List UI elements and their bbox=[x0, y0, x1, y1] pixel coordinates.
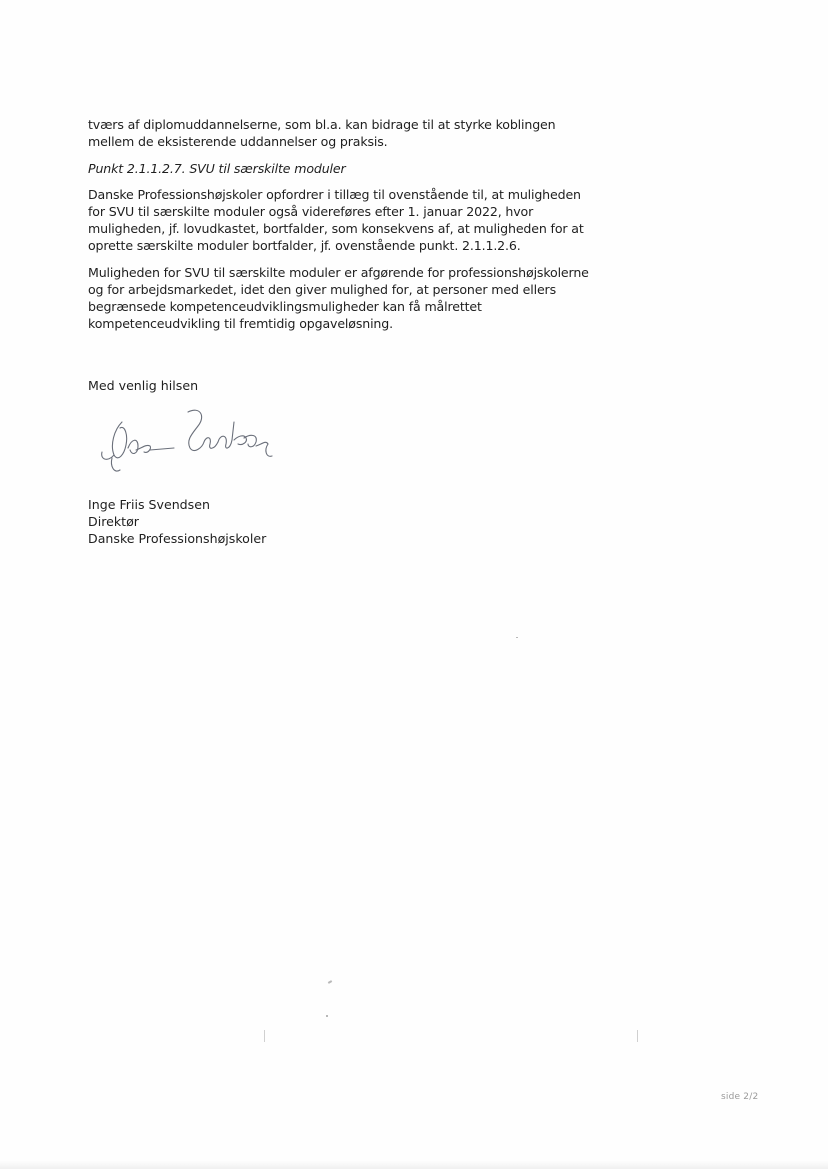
page-number: side 2/2 bbox=[721, 1092, 759, 1102]
scan-speck bbox=[328, 980, 332, 984]
scan-speck bbox=[637, 1030, 638, 1042]
text-line: Danske Professionshøjskoler opfordrer i tillæg til ovenstående til, at muligheden bbox=[88, 187, 581, 202]
closing-salutation: Med venlig hilsen bbox=[88, 378, 199, 393]
text-line: for SVU til særskilte moduler også videreføres efter 1. januar 2022, hvor bbox=[88, 204, 534, 219]
scan-speck bbox=[264, 1030, 265, 1042]
text-line: og for arbejdsmarkedet, idet den giver mulighed for, at personer med ellers bbox=[88, 282, 556, 297]
text-line: muligheden, jf. lovudkastet, bortfalder, som konsekvens af, at muligheden for at bbox=[88, 221, 584, 236]
paragraph-svu-continuation bbox=[88, 186, 648, 254]
signatory-block bbox=[88, 496, 266, 547]
signatory-name: Inge Friis Svendsen bbox=[88, 497, 210, 512]
text-line: mellem de eksisterende uddannelser og praksis. bbox=[88, 134, 388, 149]
text-line: kompetenceudvikling til fremtidig opgaveløsning. bbox=[88, 316, 393, 331]
scan-speck bbox=[326, 1015, 328, 1017]
paragraph-svu-importance bbox=[88, 264, 648, 332]
signatory-organization: Danske Professionshøjskoler bbox=[88, 531, 267, 546]
scan-speck bbox=[516, 637, 518, 638]
text-line: begrænsede kompetenceudviklingsmuligheder kan få målrettet bbox=[88, 299, 482, 314]
handwritten-signature bbox=[92, 400, 282, 480]
paragraph-diplom bbox=[88, 116, 648, 150]
signatory-title: Direktør bbox=[88, 514, 139, 529]
text-line: Muligheden for SVU til særskilte moduler er afgørende for professionshøjskolerne bbox=[88, 265, 589, 280]
letter-body bbox=[88, 116, 648, 342]
text-line: tværs af diplomuddannelserne, som bl.a. kan bidrage til at styrke koblingen bbox=[88, 117, 556, 132]
scan-bottom-edge bbox=[0, 1160, 828, 1169]
section-heading: Punkt 2.1.1.2.7. SVU til særskilte moduler bbox=[88, 161, 346, 176]
text-line: oprette særskilte moduler bortfalder, jf. ovenstående punkt. 2.1.1.2.6. bbox=[88, 238, 521, 253]
